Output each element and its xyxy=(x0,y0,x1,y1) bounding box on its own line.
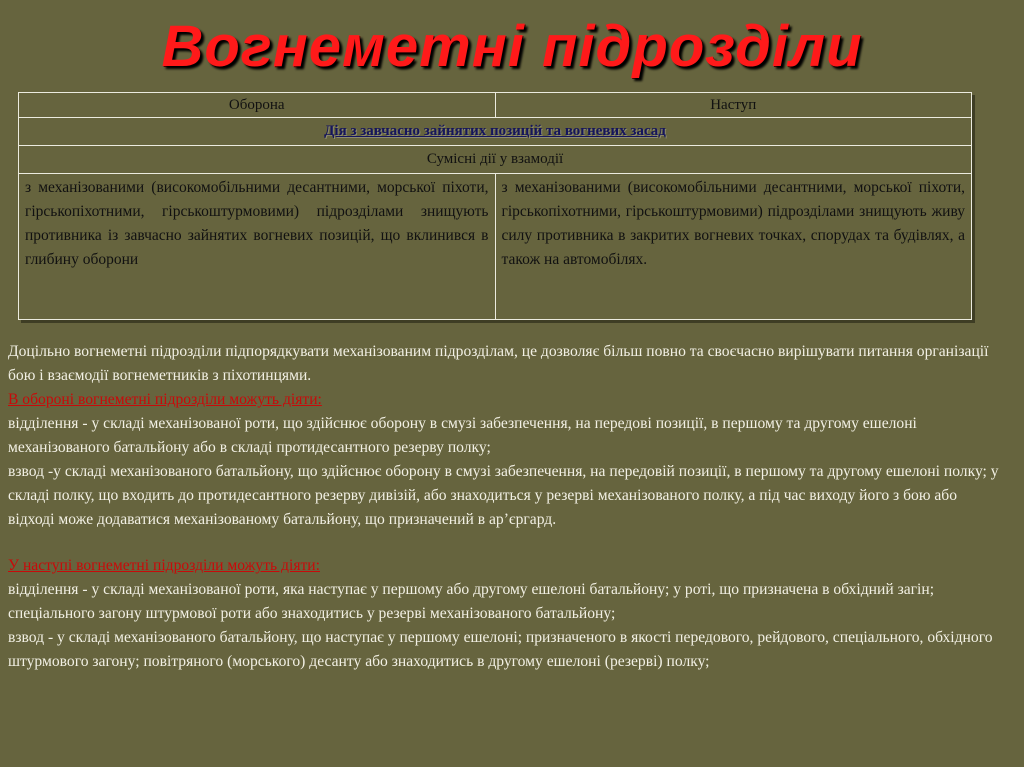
table-row xyxy=(19,146,972,174)
offense-paragraph-squad: відділення - у складі механізованої роти, яка наступає у першому або другому ешелоні батальйону; у роті, що призначена в обхідний загін; спеціального загону штурмової роти або знаходитись у резерві механізованого батальйону; xyxy=(8,581,935,622)
defense-paragraph-platoon: взвод -у складі механізованого батальйону, що здійснює оборону в смузі забезпечення, на передовій позиції, в першому та другому ешелоні полку; у складі полку, що входить до протидесантного резерву дивізій, або знаходиться у резерві механізованого полку, а під час виходу його з бою або відході може додаватися механізованому батальйону, що призначений в ар’єргард. xyxy=(8,463,999,528)
defense-paragraph-squad: відділення - у складі механізованої роти, що здійснює оборону в смузі забезпечення, на передові позиції, в першому та другому ешелоні механізованого батальйону або в складі протидесантного резерву полку; xyxy=(8,415,917,456)
intro-paragraph: Доцільно вогнеметні підрозділи підпорядкувати механізованим підрозділам, це дозволяє більш повно та своєчасно вирішувати питання організації бою і взаємодії вогнеметників з піхотинцями. xyxy=(8,343,989,384)
comparison-table xyxy=(18,92,972,320)
offense-cell: з механізованими (високомобільними десантними, морської піхоти, гірськопіхотними, гірськоштурмовими) підрозділами знищують живу силу противника в закритих вогневих точках, спорудах та будівлях, а також на автомобілях. xyxy=(495,174,972,320)
column-header-offense: Наступ xyxy=(495,93,972,118)
positions-text: Дія з завчасно зайнятих позицій та вогневих засад xyxy=(324,123,666,139)
table-row xyxy=(19,174,972,320)
main-content xyxy=(8,340,1006,674)
defense-heading: В обороні вогнеметні підрозділи можуть діяти: xyxy=(8,391,322,408)
table-row xyxy=(19,118,972,146)
offense-paragraph-platoon: взвод - у складі механізованого батальйону, що наступає у першому ешелоні; призначеного в якості передового, рейдового, спеціального, обхідного штурмового загону; повітряного (морського) десанту або знаходитись в другому ешелоні (резерві) полку; xyxy=(8,629,993,670)
table xyxy=(18,92,972,320)
page-title: Вогнеметні підрозділи xyxy=(161,14,863,79)
merged-cell-positions xyxy=(19,118,972,146)
merged-cell-joint-actions: Сумісні дії у взамодії xyxy=(19,146,972,174)
defense-cell: з механізованими (високомобільними десантними, морської піхоти, гірськопіхотними, гірськоштурмовими) підрозділами знищують противника із завчасно зайнятих вогневих позицій, що вклинився в глибину оборони xyxy=(19,174,496,320)
offense-heading: У наступі вогнеметні підрозділи можуть діяти: xyxy=(8,557,320,574)
column-header-defense: Оборона xyxy=(19,93,496,118)
table-header-row xyxy=(19,93,972,118)
spacer xyxy=(8,532,1006,554)
